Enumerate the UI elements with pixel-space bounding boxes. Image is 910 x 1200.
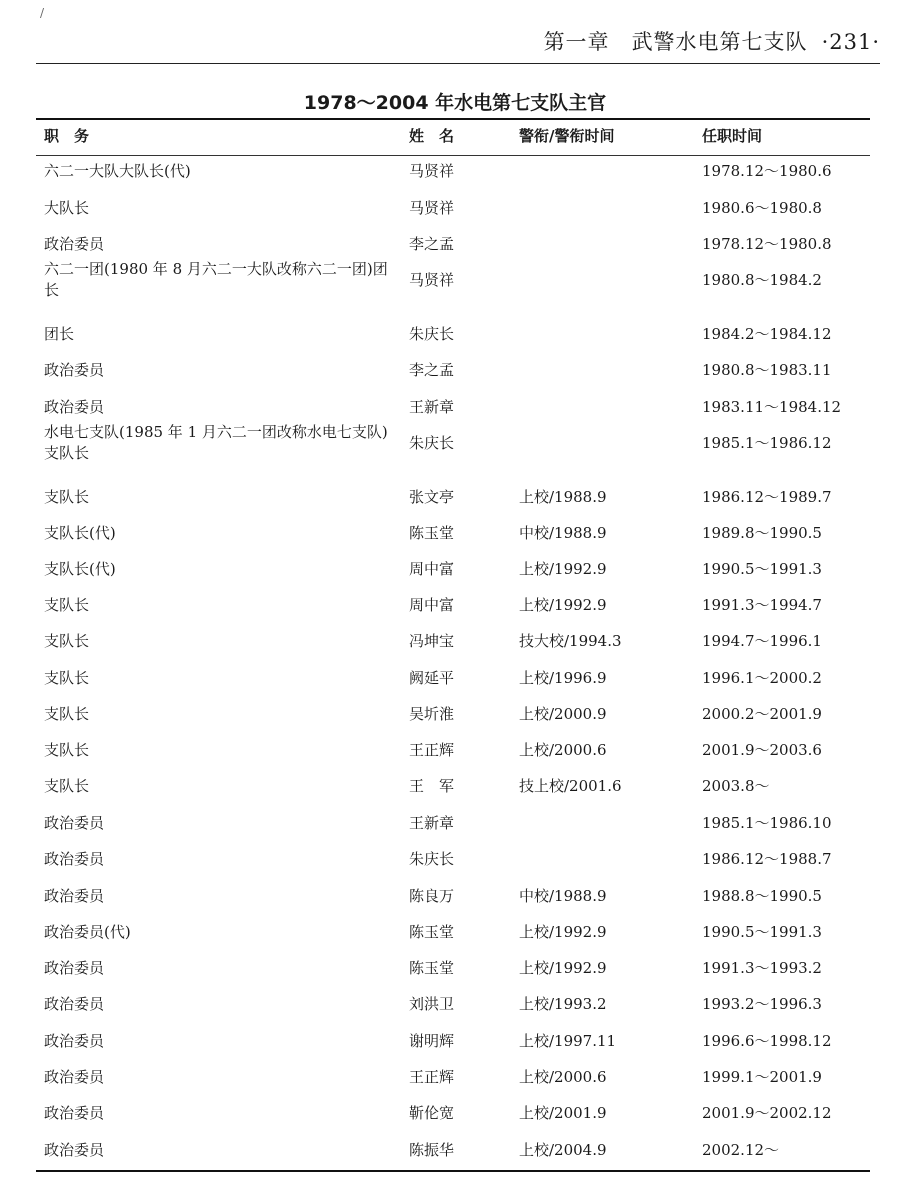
cell-name: 张文亭 bbox=[409, 487, 455, 506]
cell-rank: 上校/1993.2 bbox=[519, 994, 607, 1013]
cell-position: 政治委员 bbox=[44, 1103, 105, 1122]
column-header-term: 任职时间 bbox=[702, 127, 763, 145]
cell-position: 政治委员 bbox=[44, 1031, 105, 1050]
cell-term: 1978.12～1980.6 bbox=[702, 161, 832, 180]
cell-name: 吴圻淮 bbox=[409, 704, 455, 723]
cell-position: 政治委员 bbox=[44, 813, 105, 832]
cell-term: 1978.12～1980.8 bbox=[702, 234, 832, 253]
cell-name: 朱庆长 bbox=[409, 324, 455, 343]
cell-rank: 上校/1997.11 bbox=[519, 1031, 617, 1050]
cell-rank: 上校/1992.9 bbox=[519, 958, 607, 977]
cell-position: 政治委员 bbox=[44, 886, 105, 905]
cell-position: 支队长(代) bbox=[44, 523, 116, 542]
header-section: 武警水电第七支队 bbox=[631, 30, 808, 54]
cell-position: 政治委员 bbox=[44, 1140, 105, 1159]
table-bottom-rule bbox=[36, 1170, 870, 1172]
corner-mark: / bbox=[40, 6, 45, 20]
cell-position: 大队长 bbox=[44, 198, 90, 217]
cell-rank: 上校/2000.6 bbox=[519, 1067, 607, 1086]
cell-term: 2003.8～ bbox=[702, 776, 770, 795]
cell-position: 政治委员 bbox=[44, 994, 105, 1013]
cell-term: 1986.12～1989.7 bbox=[702, 487, 832, 506]
cell-name: 王正辉 bbox=[409, 740, 455, 759]
cell-name: 李之孟 bbox=[409, 360, 455, 379]
cell-name: 周中富 bbox=[409, 595, 455, 614]
cell-term: 1980.6～1980.8 bbox=[702, 198, 822, 217]
cell-name: 王新章 bbox=[409, 813, 455, 832]
cell-term: 1990.5～1991.3 bbox=[702, 559, 822, 578]
cell-term: 1996.6～1998.12 bbox=[702, 1031, 832, 1050]
cell-term: 1989.8～1990.5 bbox=[702, 523, 822, 542]
cell-name: 马贤祥 bbox=[409, 270, 455, 289]
cell-position: 支队长 bbox=[44, 487, 90, 506]
table-header-rule bbox=[36, 155, 870, 156]
cell-name: 王 军 bbox=[409, 776, 455, 795]
cell-rank: 技大校/1994.3 bbox=[519, 631, 622, 650]
cell-term: 1983.11～1984.12 bbox=[702, 397, 842, 416]
cell-position: 六二一大队大队长(代) bbox=[44, 161, 191, 180]
cell-rank: 上校/1992.9 bbox=[519, 595, 607, 614]
page-number: ·231· bbox=[821, 30, 880, 54]
cell-term: 1985.1～1986.12 bbox=[702, 433, 832, 452]
cell-term: 1980.8～1983.11 bbox=[702, 360, 832, 379]
cell-name: 阙延平 bbox=[409, 668, 455, 687]
cell-name: 王新章 bbox=[409, 397, 455, 416]
cell-position: 支队长 bbox=[44, 776, 90, 795]
cell-rank: 上校/2001.9 bbox=[519, 1103, 607, 1122]
cell-position: 政治委员 bbox=[44, 360, 105, 379]
header-chapter: 第一章 bbox=[543, 30, 610, 54]
cell-rank: 上校/2004.9 bbox=[519, 1140, 607, 1159]
cell-name: 靳伦宽 bbox=[409, 1103, 455, 1122]
cell-position: 支队长 bbox=[44, 668, 90, 687]
cell-name: 刘洪卫 bbox=[409, 994, 455, 1013]
cell-term: 2002.12～ bbox=[702, 1140, 780, 1159]
cell-term: 1985.1～1986.10 bbox=[702, 813, 832, 832]
cell-term: 1986.12～1988.7 bbox=[702, 849, 832, 868]
cell-name: 马贤祥 bbox=[409, 161, 455, 180]
cell-term: 2001.9～2003.6 bbox=[702, 740, 822, 759]
cell-rank: 中校/1988.9 bbox=[519, 886, 607, 905]
cell-position: 政治委员 bbox=[44, 849, 105, 868]
cell-term: 2000.2～2001.9 bbox=[702, 704, 822, 723]
cell-rank: 中校/1988.9 bbox=[519, 523, 607, 542]
column-header-position: 职 务 bbox=[44, 127, 90, 145]
cell-position: 政治委员 bbox=[44, 958, 105, 977]
cell-position: 团长 bbox=[44, 324, 75, 343]
cell-name: 陈玉堂 bbox=[409, 922, 455, 941]
cell-name: 马贤祥 bbox=[409, 198, 455, 217]
table-top-rule bbox=[36, 118, 870, 120]
cell-term: 1991.3～1994.7 bbox=[702, 595, 822, 614]
cell-name: 陈振华 bbox=[409, 1140, 455, 1159]
cell-term: 1991.3～1993.2 bbox=[702, 958, 822, 977]
cell-term: 1994.7～1996.1 bbox=[702, 631, 822, 650]
cell-rank: 上校/1996.9 bbox=[519, 668, 607, 687]
cell-name: 李之孟 bbox=[409, 234, 455, 253]
table-title: 1978～2004 年水电第七支队主官 bbox=[303, 92, 607, 114]
cell-term: 1984.2～1984.12 bbox=[702, 324, 832, 343]
column-header-name: 姓 名 bbox=[409, 127, 455, 145]
cell-rank: 上校/1992.9 bbox=[519, 922, 607, 941]
cell-position: 支队长(代) bbox=[44, 559, 116, 578]
cell-term: 1980.8～1984.2 bbox=[702, 270, 822, 289]
cell-term: 1996.1～2000.2 bbox=[702, 668, 822, 687]
cell-term: 1999.1～2001.9 bbox=[702, 1067, 822, 1086]
cell-position: 政治委员 bbox=[44, 234, 105, 253]
cell-name: 谢明辉 bbox=[409, 1031, 455, 1050]
cell-term: 1988.8～1990.5 bbox=[702, 886, 822, 905]
cell-rank: 上校/2000.9 bbox=[519, 704, 607, 723]
cell-position: 支队长 bbox=[44, 595, 90, 614]
cell-term: 1990.5～1991.3 bbox=[702, 922, 822, 941]
cell-rank: 技上校/2001.6 bbox=[519, 776, 622, 795]
cell-position: 政治委员 bbox=[44, 397, 105, 416]
cell-rank: 上校/1992.9 bbox=[519, 559, 607, 578]
cell-term: 2001.9～2002.12 bbox=[702, 1103, 832, 1122]
cell-position: 六二一团(1980 年 8 月六二一大队改称六二一团)团长 bbox=[44, 260, 388, 299]
column-header-rank: 警衔/警衔时间 bbox=[519, 127, 615, 145]
page-header bbox=[544, 26, 880, 56]
cell-name: 陈玉堂 bbox=[409, 958, 455, 977]
header-rule bbox=[36, 63, 880, 64]
cell-position: 支队长 bbox=[44, 704, 90, 723]
cell-position: 政治委员 bbox=[44, 1067, 105, 1086]
cell-term: 1993.2～1996.3 bbox=[702, 994, 822, 1013]
cell-name: 朱庆长 bbox=[409, 849, 455, 868]
cell-rank: 上校/2000.6 bbox=[519, 740, 607, 759]
cell-name: 陈玉堂 bbox=[409, 523, 455, 542]
cell-position: 水电七支队(1985 年 1 月六二一团改称水电七支队)支队长 bbox=[44, 423, 388, 462]
cell-position: 支队长 bbox=[44, 740, 90, 759]
cell-name: 周中富 bbox=[409, 559, 455, 578]
cell-rank: 上校/1988.9 bbox=[519, 487, 607, 506]
cell-name: 王正辉 bbox=[409, 1067, 455, 1086]
cell-position: 支队长 bbox=[44, 631, 90, 650]
cell-position: 政治委员(代) bbox=[44, 922, 131, 941]
cell-name: 朱庆长 bbox=[409, 433, 455, 452]
cell-name: 冯坤宝 bbox=[409, 631, 455, 650]
cell-name: 陈良万 bbox=[409, 886, 455, 905]
